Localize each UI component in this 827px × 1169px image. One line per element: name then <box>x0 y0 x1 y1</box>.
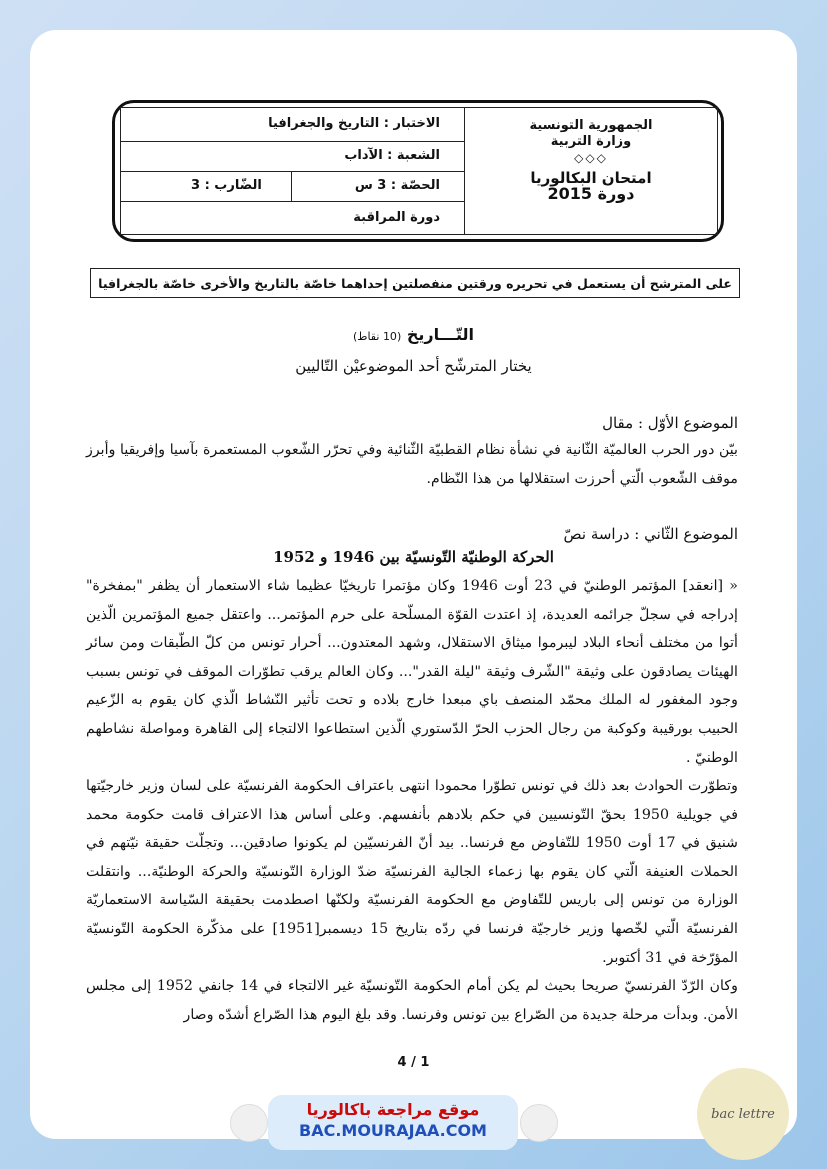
coefficient-label: الضّارب : 3 <box>191 178 262 193</box>
site-logo-left-icon <box>230 1104 268 1142</box>
subject-label: الاختبار : التاريخ والجغرافيا <box>268 116 440 131</box>
ministry-label: وزارة التربية <box>550 134 632 149</box>
history-title: التّـــاريخ <box>406 325 474 344</box>
site-footer-banner[interactable] <box>268 1095 518 1150</box>
history-section-title <box>0 325 827 344</box>
bac-lettre-badge: bac lettre <box>697 1068 789 1160</box>
header-table <box>120 107 718 235</box>
topic1-text: بيّن دور الحرب العالميّة الثّانية في نشأة نظام القطبيّة الثّنائية وفي تحرّر الشّعوب المستعمرة بآسيا وإفريقيا وأبرز موقف الشّعوب الّتي أحرزت استقلالها من هذا النّظام. <box>86 442 738 487</box>
section-label: الشعبة : الآداب <box>344 148 440 163</box>
diamonds-decoration: ◇◇◇ <box>574 151 608 165</box>
paragraph-1: « [انعقد] المؤتمر الوطنيّ في 23 أوت 1946 وكان مؤتمرا تاريخيّا عظيما شاء الاستعمار أن يظفر "بمفخرة" إدراجه في سجلّ جرائمه العديدة، إذ اعتدت القوّة المسلّحة على حرم المؤتمر... واعتقل جميع المؤتمرين الّذين أتوا من مختلف أنحاء البلاد ليبرموا ميثاق الاستقلال، وشهد المعتدون... أحرار تونس من كلّ الطّبقات ومن سائر الهيئات يصادقون على وثيقة "الشّرف وثيقة "ليلة القدر"... وكان العالم يرقب تطوّرات الموقف في تونس بسبب وجود المغفور له الملك محمّد المنصف باي مبعدا خارج بلاده و تحت تأثير النّشاط الّذي كان يقوم به الزّعيم الحبيب بورقيبة وكوكبة من رجال الحزب الحرّ الدّستوري الّذين استطاعوا الالتجاء إلى القاهرة ومواصلة نشاطهم الوطنيّ . <box>86 578 738 766</box>
site-name-arabic[interactable]: موقع مراجعة باكالوريا <box>306 1100 480 1119</box>
choice-instruction: يختار المترشّح أحد الموضوعيْن التّاليين <box>295 357 532 375</box>
duration-label: الحصّة : 3 س <box>354 178 440 193</box>
candidate-notice: على المترشح أن يستعمل في تحريره ورقتين منفصلتين إحداهما خاصّة بالتاريخ والأخرى خاصّة بالجغرافيا <box>90 268 740 298</box>
paragraph-2: وتطوّرت الحوادث بعد ذلك في تونس تطوّرا محمودا انتهى باعتراف الحكومة الفرنسيّة على لسان وزير خارجيّتها في جويلية 1950 بحقّ التّونسيين في حكم بلادهم بأنفسهم. وعلى أساس هذا الاعتراف قامت حكومة محمد شنيق في 17 أوت 1950 للتّفاوض مع فرنسا.. بيد أنّ الفرنسيّين لم يكونوا صادقين... وتجلّت حقيقة نيّتهم في الحملات العنيفة الّتي كان يقوم بها زعماء الجالية الفرنسيّة ضدّ الوزارة التّونسيّة والحركة الوطنيّة... وانتقلت الوزارة من تونس إلى باريس للتّفاوض مع الحكومة الفرنسيّة ولكنّها اصطدمت بحقيقة السّياسة الاستعماريّة الفرنسيّة الّتي لخّصها وزير خارجيّة فرنسا في ردّه بتاريخ 15 ديسمبر[1951] على مذكّرة الحكومة التّونسيّة المؤرّخة في 31 أكتوبر. <box>86 778 738 966</box>
session-type-label: دورة المراقبة <box>353 210 440 225</box>
paragraph-3: وكان الرّدّ الفرنسيّ صريحا بحيث لم يكن أمام الحكومة التّونسيّة غير الالتجاء في 14 جانفي 1952 إلى مجلس الأمن. وبدأت مرحلة جديدة من الصّراع بين تونس وفرنسا. وقد بلغ اليوم هذا الصّراع أشدّه وصار <box>86 978 738 1023</box>
republic-label: الجمهورية التونسية <box>529 118 653 133</box>
site-url[interactable]: BAC.MOURAJAA.COM <box>299 1121 487 1140</box>
header-divider <box>291 172 292 201</box>
history-points: (10 نقاط) <box>352 330 402 343</box>
topic2-label: الموضوع الثّاني : دراسة نصّ <box>563 525 738 543</box>
header-row-duration <box>121 172 465 202</box>
site-logo-right-icon <box>520 1104 558 1142</box>
session-year: دورة 2015 <box>547 184 635 203</box>
header-row-section <box>121 142 465 172</box>
topic1-label: الموضوع الأوّل : مقال <box>602 414 738 432</box>
header-row-subject <box>121 108 465 142</box>
exam-title: امتحان البكالوريا <box>530 169 652 187</box>
page-number: 4 / 1 <box>397 1055 430 1070</box>
text-title: الحركة الوطنيّة التّونسيّة بين 1946 و 1952 <box>273 548 554 566</box>
header-row-session <box>121 202 465 236</box>
header-ministry-block <box>464 108 717 234</box>
